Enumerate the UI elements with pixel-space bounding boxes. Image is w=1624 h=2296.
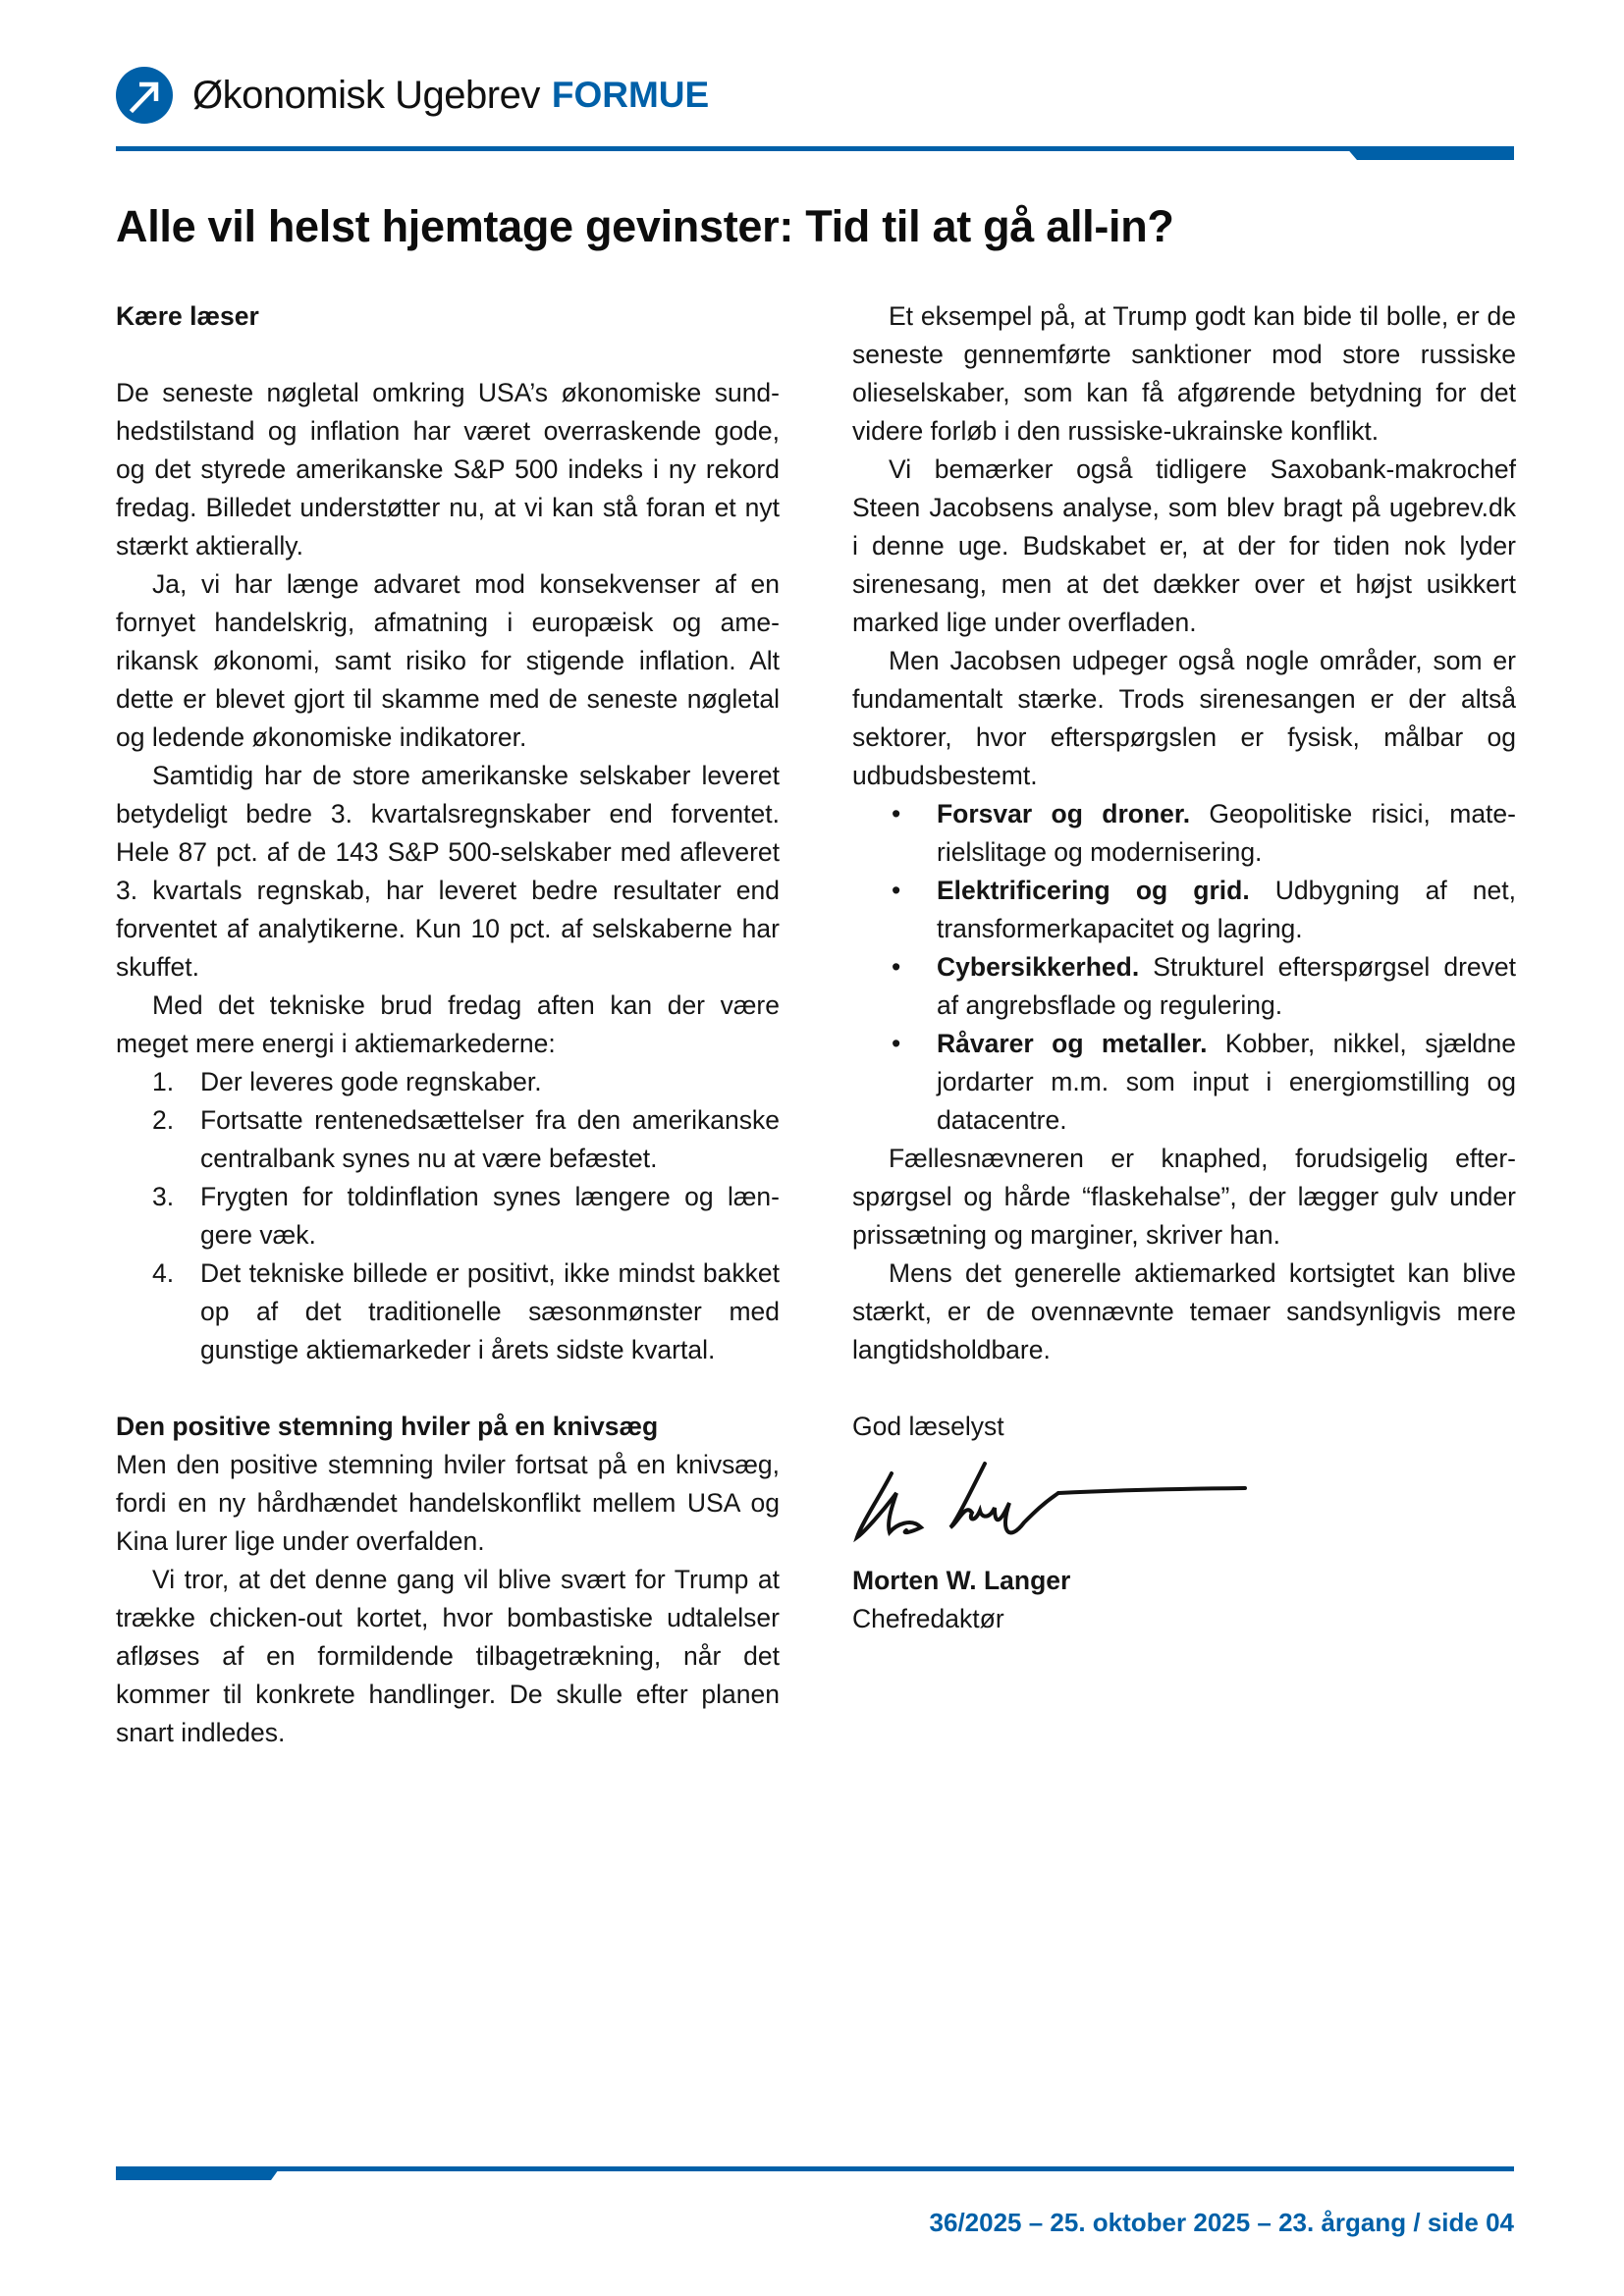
list-text: Det tekniske billede er positivt, ikke mindst bakket op af det traditionelle sæsonmønster med gunstige aktiemarkeder i årets sidste kvartal. (200, 1258, 780, 1364)
sector-name: Forsvar og droner. (937, 799, 1191, 828)
paragraph: Men den positive stemning hviler fortsat på en knivsæg, fordi en ny hårdhændet handelskonflikt mellem USA og Kina lurer lige under overfalden. (116, 1450, 780, 1556)
brand-section: FORMUE (551, 75, 710, 115)
greeting: Kære læser (116, 301, 259, 331)
paragraph: Ja, vi har længe advaret mod konsekvenser af en fornyet handelskrig, afmatning i europæisk og amerikansk økonomi, samt risiko for stigende inflation. Alt dette er blevet gjort til skamme med de seneste nøgletal og ledende økonomiske indikatorer. (116, 569, 780, 752)
paragraph: Vi bemærker også tidligere Saxobank-makrochef Steen Jacobsens analyse, som blev bragt på ugebrev.dk i denne uge. Budskabet er, at der for tiden nok lyder sirenesang, men at det dækker over et højst usikkert marked lige under overfladen. (852, 454, 1516, 637)
signature-icon (852, 1454, 1265, 1548)
list-number: 3. (152, 1182, 175, 1211)
article-title: Alle vil helst hjemtage gevinster: Tid til at gå all-in? (116, 201, 1174, 251)
bullet-icon: • (892, 799, 901, 828)
sign-off: God læselyst (852, 1412, 1004, 1441)
paragraph: Med det tekniske brud fredag aften kan der være meget mere energi i aktiemarkederne: (116, 990, 780, 1058)
sector-name: Elektrificering og grid. (937, 876, 1250, 905)
footer-divider-accent (116, 2166, 281, 2180)
logo-arrow-icon (116, 67, 173, 124)
list-number: 2. (152, 1105, 175, 1135)
paragraph: Vi tror, at det denne gang vil blive svært for Trump at trække chicken-out kortet, hvor bombastiske udtalelser afløses af en formildende tilbagetrækning, når det kommer til konkrete handlinger. De skulle efter planen snart indledes. (116, 1565, 780, 1747)
paragraph: Men Jacobsen udpeger også nogle områder, som er fundamentalt stærke. Trods sirenesangen er der altså sektorer, hvor efterspørgslen er fysisk, målbar og udbudsbestemt. (852, 646, 1516, 790)
list-number: 1. (152, 1067, 175, 1096)
sector-list (852, 795, 1516, 1140)
masthead (116, 61, 709, 130)
list-item (116, 1255, 780, 1369)
sector-name: Råvarer og metaller. (937, 1029, 1208, 1058)
sector-text: Kobber, nikkel, sjældne jordarter m.m. som input i energiomstilling og datacentre. (937, 1029, 1516, 1135)
section-subheading: Den positive stemning hviler på en knivsæg (116, 1412, 659, 1441)
list-text: Frygten for toldinflation synes længere og længere væk. (200, 1182, 780, 1250)
author-name: Morten W. Langer (852, 1566, 1071, 1595)
right-column (852, 297, 1516, 1638)
list-item (116, 1178, 780, 1255)
sector-text: Strukturel efterspørgsel drevet af angrebsflade og regulering. (937, 952, 1516, 1020)
list-number: 4. (152, 1258, 175, 1288)
list-text: Der leveres gode regnskaber. (200, 1067, 542, 1096)
sector-text: Udbygning af net, transformerkapacitet og lagring. (937, 876, 1516, 943)
list-item (852, 1025, 1516, 1140)
left-column (116, 297, 780, 1752)
list-item (852, 948, 1516, 1025)
footer-divider (116, 2166, 1514, 2171)
numbered-list (116, 1063, 780, 1369)
bullet-icon: • (892, 1029, 901, 1058)
issue-info: 36/2025 – 25. oktober 2025 – 23. årgang / side 04 (929, 2208, 1514, 2237)
list-text: Fortsatte rentenedsættelser fra den amerikanske centralbank synes nu at være befæstet. (200, 1105, 780, 1173)
bullet-icon: • (892, 952, 901, 982)
paragraph: Mens det generelle aktiemarked kortsigtet kan blive stærkt, er de ovennævnte temaer sandsynligvis mere langtidsholdbare. (852, 1258, 1516, 1364)
list-item (116, 1101, 780, 1178)
sector-name: Cybersikkerhed. (937, 952, 1140, 982)
author-title: Chefredaktør (852, 1604, 1004, 1633)
list-item (852, 795, 1516, 872)
bullet-icon: • (892, 876, 901, 905)
paragraph: Samtidig har de store amerikanske selskaber leveret betydeligt bedre 3. kvartalsregnskaber end forventet. Hele 87 pct. af de 143 S&P 500-selskaber med afleveret 3. kvartals regnskab, har leveret bedre resultater end forventet af analytikerne. Kun 10 pct. af selskaberne har skuffet. (116, 761, 780, 982)
paragraph: Fællesnævneren er knaphed, forudsigelig efterspørgsel og hårde “flaskehalse”, der lægger gulv under prissætning og marginer, skriver han. (852, 1144, 1516, 1250)
sector-text: Geopolitiske risici, materielslitage og modernisering. (937, 799, 1516, 867)
list-item (852, 872, 1516, 948)
paragraph: De seneste nøgletal omkring USA’s økonomiske sundhedstilstand og inflation har været overraskende gode, og det styrede amerikanske S&P 500 indeks i ny rekord fredag. Billedet understøtter nu, at vi kan stå foran et nyt stærkt aktierally. (116, 378, 780, 561)
header-divider-accent (1345, 146, 1514, 160)
header-divider (116, 146, 1363, 151)
brand-name: Økonomisk Ugebrev (192, 73, 540, 117)
list-item (116, 1063, 780, 1101)
paragraph: Et eksempel på, at Trump godt kan bide til bolle, er de seneste gennemførte sanktioner mod store russiske olieselskaber, som kan få afgørende betydning for det videre forløb i den russiske-ukrainske konflikt. (852, 301, 1516, 446)
